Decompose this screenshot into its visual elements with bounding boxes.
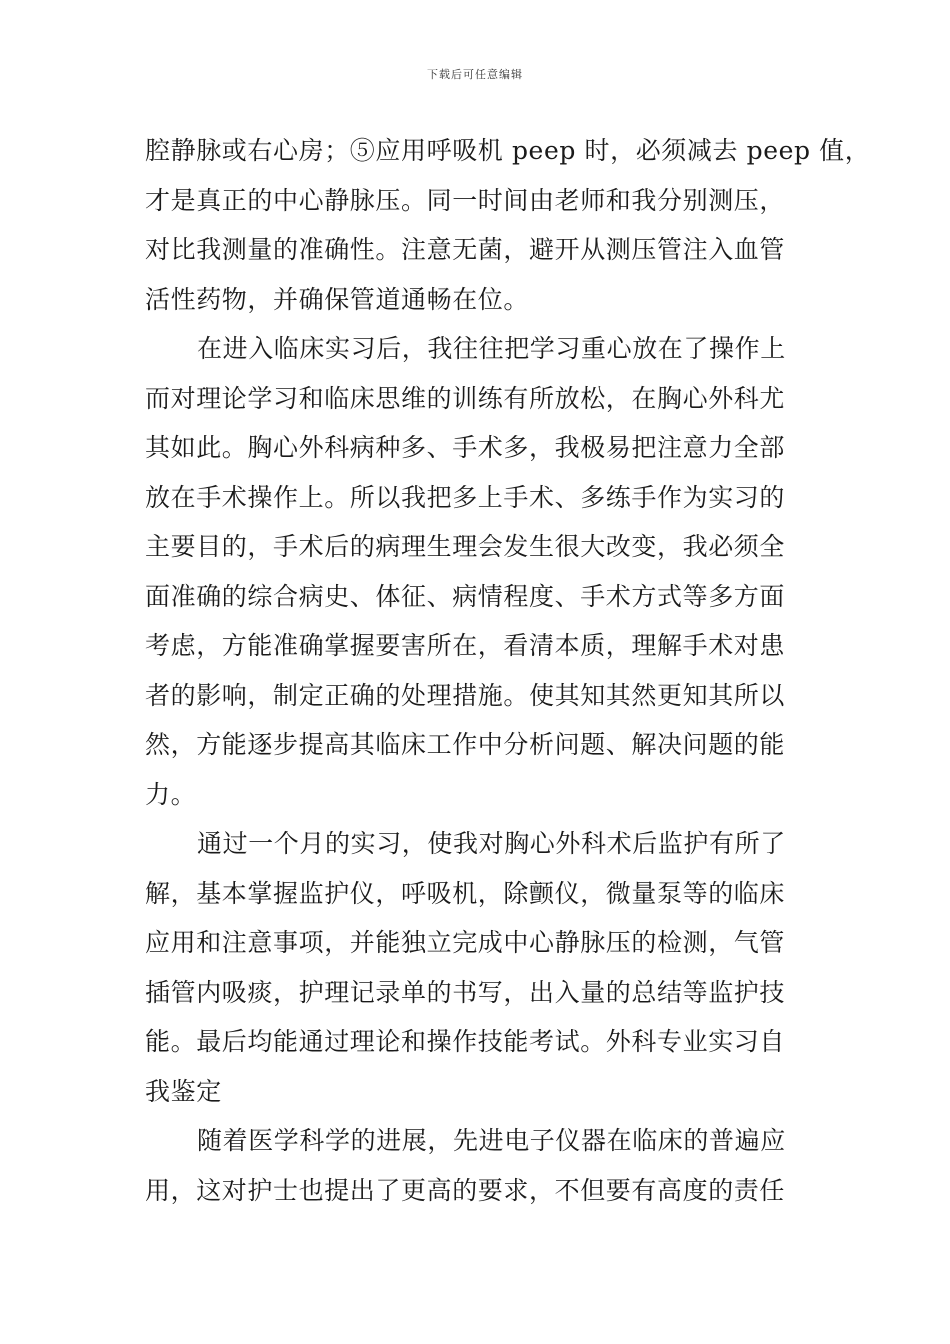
text-line: 解，基本掌握监护仪，呼吸机，除颤仪，微量泵等的临床 [145, 878, 786, 908]
text-line: 其如此。胸心外科病种多、手术多，我极易把注意力全部 [145, 433, 786, 462]
text-line: 用，这对护士也提出了更高的要求，不但要有高度的责任 [145, 1175, 786, 1205]
page-header: 下载后可任意编辑 [427, 68, 523, 81]
text-line: 应用和注意事项，并能独立完成中心静脉压的检测，气管 [145, 928, 786, 957]
text-line: 腔静脉或右心房；⑤应用呼吸机 peep 时，必须减去 peep 值， [145, 136, 871, 165]
text-line: 然，方能逐步提高其临床工作中分析问题、解决问题的能 [145, 730, 786, 759]
text-line: 才是真正的中心静脉压。同一时间由老师和我分别测压， [145, 185, 786, 215]
text-line: 对比我测量的准确性。注意无菌，避开从测压管注入血管 [145, 235, 786, 264]
text-line: 面准确的综合病史、体征、病情程度、手术方式等多方面 [145, 581, 786, 611]
paragraph-4 [145, 1121, 810, 1220]
paragraph-3 [145, 824, 810, 1121]
text-line: 力。 [145, 779, 197, 809]
text-line: 我鉴定 [145, 1076, 222, 1106]
document-body [145, 131, 871, 1220]
text-line: 主要目的，手术后的病理生理会发生很大改变，我必须全 [145, 532, 786, 561]
text-line: 在进入临床实习后，我往往把学习重心放在了操作上 [197, 334, 786, 363]
paragraph-2 [145, 329, 810, 824]
text-line: 活性药物，并确保管道通畅在位。 [145, 284, 530, 314]
text-line: 插管内吸痰，护理记录单的书写，出入量的总结等监护技 [145, 977, 786, 1007]
paragraph-1 [145, 131, 871, 329]
text-line: 而对理论学习和临床思维的训练有所放松，在胸心外科尤 [145, 383, 786, 413]
text-line: 者的影响，制定正确的处理措施。使其知其然更知其所以 [145, 680, 786, 710]
text-line: 考虑，方能准确掌握要害所在，看清本质，理解手术对患 [145, 631, 786, 660]
text-line: 通过一个月的实习，使我对胸心外科术后监护有所了 [197, 829, 786, 858]
text-line: 能。最后均能通过理论和操作技能考试。外科专业实习自 [145, 1027, 786, 1056]
text-line: 放在手术操作上。所以我把多上手术、多练手作为实习的 [145, 482, 786, 512]
text-line: 随着医学科学的进展，先进电子仪器在临床的普遍应 [197, 1126, 786, 1155]
